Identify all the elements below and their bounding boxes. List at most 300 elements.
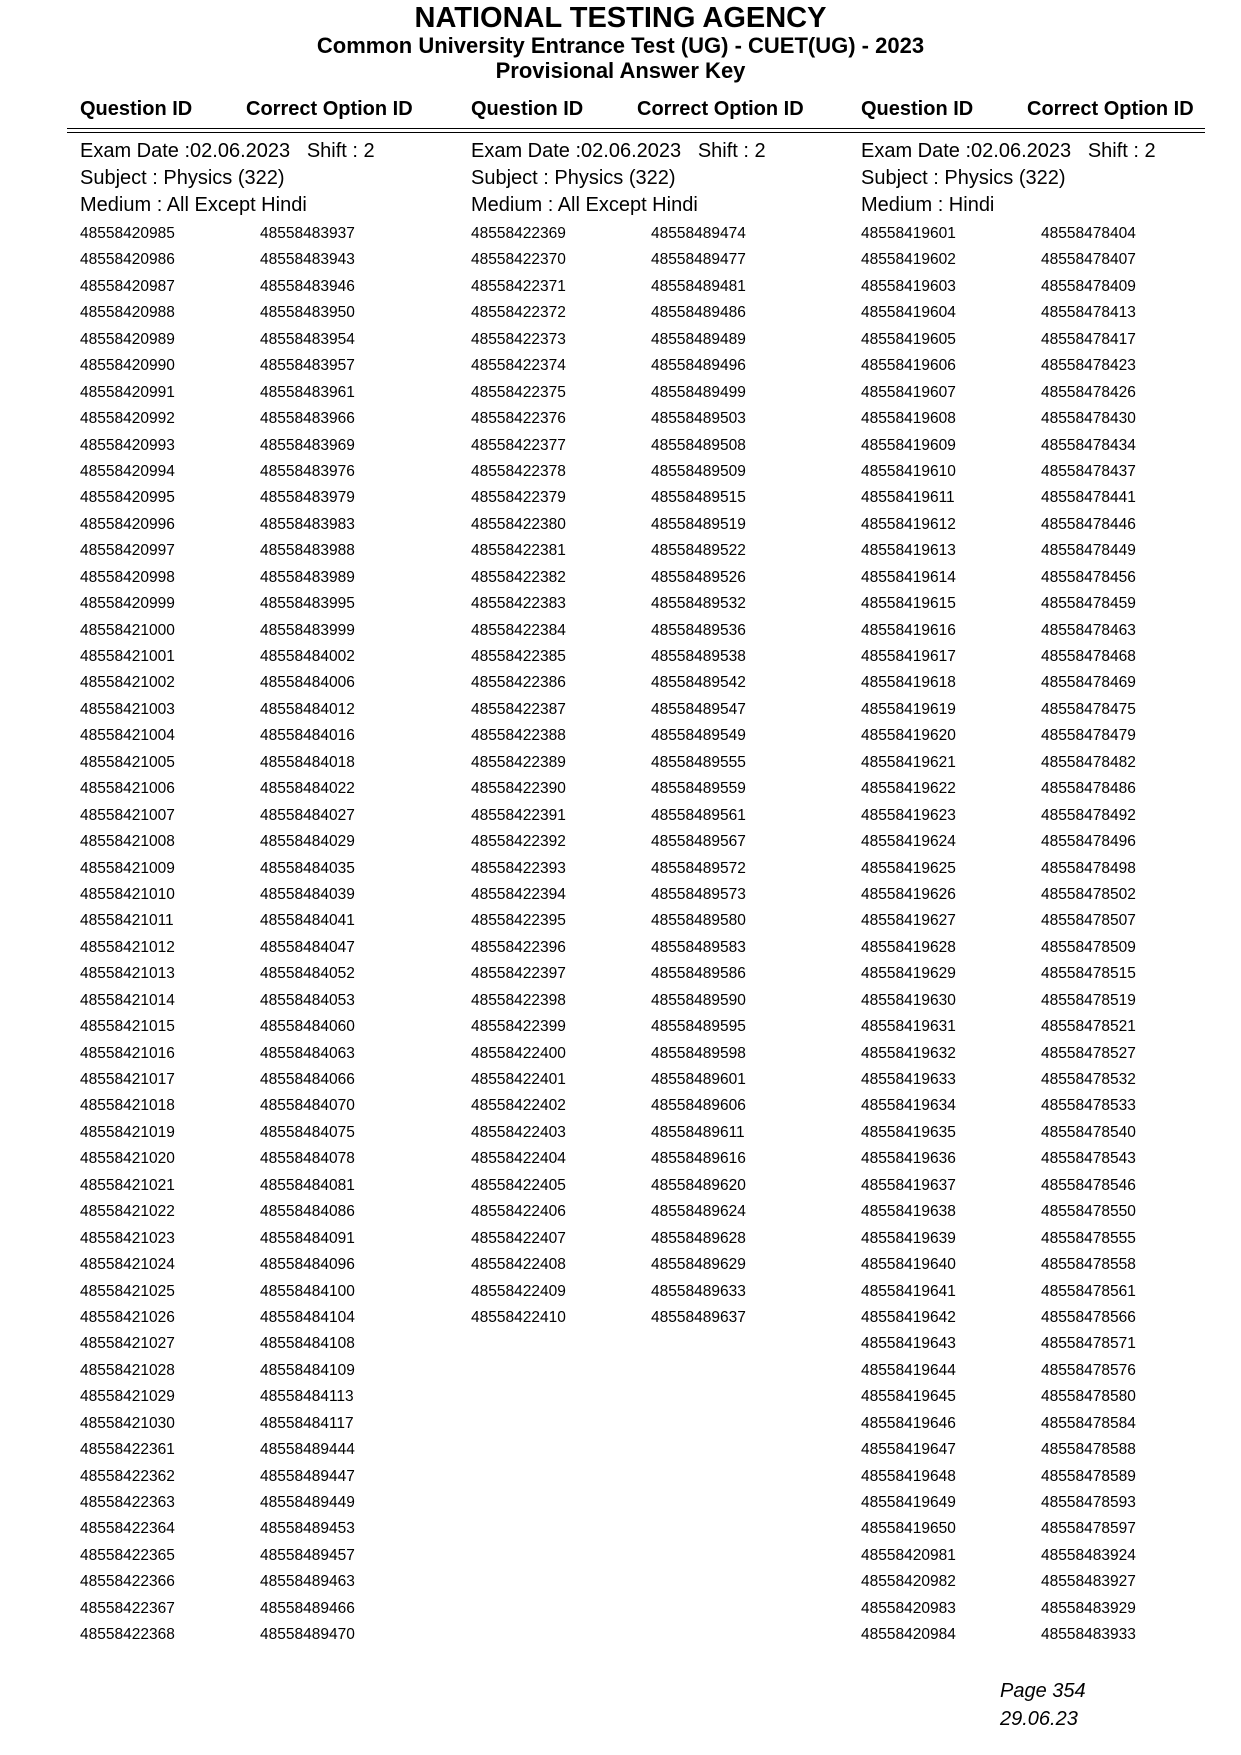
table-row [80,1411,460,1437]
correct-option-id-cell: 48558489583 [651,938,746,956]
correct-option-id-cell: 48558489580 [651,912,746,930]
correct-option-id-cell: 48558489561 [651,806,746,824]
question-id-cell: 48558422368 [80,1626,175,1644]
correct-option-id-cell: 48558484066 [260,1071,355,1088]
question-id-cell: 48558422389 [471,753,566,771]
table-row [861,1199,1241,1225]
correct-option-id-cell: 48558484086 [260,1203,355,1221]
header-divider-line-bottom [67,132,1205,133]
correct-option-id-cell: 48558489538 [651,648,746,665]
table-row [861,723,1241,749]
question-id-cell: 48558419627 [861,912,956,930]
correct-option-id-cell: 48558478502 [1041,885,1136,903]
table-row [80,1120,460,1146]
correct-option-id-cell: 48558489522 [651,542,746,560]
correct-option-id-cell: 48558483954 [260,330,355,348]
agency-title: NATIONAL TESTING AGENCY [414,2,827,34]
table-row [80,406,460,432]
table-row [471,247,851,273]
correct-option-id-cell: 48558489620 [651,1176,746,1194]
question-id-cell: 48558419601 [861,225,956,242]
correct-option-id-cell: 48558489457 [260,1546,355,1564]
correct-option-id-cell: 48558484039 [260,885,355,903]
correct-option-id-cell: 48558483946 [260,277,355,295]
question-id-cell: 48558421024 [80,1256,175,1274]
table-row [80,618,460,644]
table-row [861,1146,1241,1172]
correct-option-id-cell: 48558489573 [651,885,746,903]
question-id-cell: 48558419604 [861,304,956,322]
question-id-cell: 48558419602 [861,251,956,269]
table-row [471,1173,851,1199]
exam-date: Exam Date :02.06.2023 [471,140,682,162]
correct-option-id-cell: 48558478589 [1041,1467,1136,1485]
correct-option-id-cell: 48558489463 [260,1573,355,1591]
question-id-cell: 48558421001 [80,648,175,665]
question-id-cell: 48558422404 [471,1150,566,1168]
question-id-cell: 48558419622 [861,780,956,798]
table-row [471,485,851,511]
table-row [471,908,851,934]
question-id-cell: 48558419629 [861,965,956,983]
question-id-cell: 48558419649 [861,1494,956,1511]
question-id-cell: 48558422364 [80,1520,175,1538]
correct-option-id-cell: 48558484117 [260,1414,354,1432]
table-row [471,856,851,882]
question-id-cell: 48558419642 [861,1308,956,1326]
table-row [80,327,460,353]
correct-option-id-cell: 48558484012 [260,700,355,718]
correct-option-id-cell: 48558489611 [651,1123,745,1141]
table-row [80,591,460,617]
table-row [80,1199,460,1225]
correct-option-id-cell: 48558478507 [1041,912,1136,930]
question-id-cell: 48558422408 [471,1256,566,1274]
exam-title: Common University Entrance Test (UG) - CUET(UG) - 2023 [316,33,925,58]
correct-option-id-cell: 48558489508 [651,436,746,454]
table-row [471,538,851,564]
question-id-cell: 48558422386 [471,674,566,692]
table-row [471,1041,851,1067]
question-id-cell: 48558422383 [471,595,566,613]
table-row [861,1596,1241,1622]
correct-option-id-cell: 48558484078 [260,1150,355,1168]
table-row [471,274,851,300]
question-id-cell: 48558422406 [471,1203,566,1221]
correct-option-id-cell: 48558478519 [1041,991,1136,1009]
exam-date: Exam Date :02.06.2023 [80,140,291,162]
question-id-cell: 48558420996 [80,515,175,533]
correct-option-id-cell: 48558483961 [260,383,355,401]
question-id-cell: 48558419618 [861,674,956,692]
question-id-cell: 48558420997 [80,542,175,560]
table-row [80,1622,460,1648]
table-row [471,565,851,591]
correct-option-id-cell: 48558478597 [1041,1520,1136,1538]
question-id-cell: 48558421021 [80,1176,175,1194]
correct-option-id-cell: 48558478555 [1041,1229,1136,1247]
correct-option-id-cell: 48558478561 [1041,1282,1136,1300]
question-id-cell: 48558419640 [861,1256,956,1274]
question-id-cell: 48558419644 [861,1361,956,1379]
question-id-cell: 48558419613 [861,542,956,560]
question-id-cell: 48558422382 [471,568,566,586]
medium-2: Medium : All Except Hindi [471,194,698,216]
correct-option-id-cell: 48558478434 [1041,436,1136,454]
table-row [80,1067,460,1093]
correct-option-id-cell: 48558483989 [260,568,355,586]
table-row [80,1490,460,1516]
answer-block-2 [471,138,851,1331]
question-id-cell: 48558420983 [861,1599,956,1617]
table-row [861,882,1241,908]
correct-option-id-cell: 48558484053 [260,991,355,1009]
correct-option-id-cell: 48558489509 [651,462,746,480]
question-id-cell: 48558419616 [861,621,956,639]
question-id-cell: 48558420982 [861,1573,956,1591]
question-id-cell: 48558421005 [80,753,175,771]
correct-option-id-cell: 48558484108 [260,1335,355,1353]
table-row [80,1569,460,1595]
table-row [80,750,460,776]
table-row [80,697,460,723]
table-row [471,644,851,670]
table-row [861,247,1241,273]
medium-3: Medium : Hindi [861,194,995,216]
correct-option-id-cell: 48558478423 [1041,357,1136,375]
correct-option-id-cell: 48558489606 [651,1097,746,1115]
correct-option-id-cell: 48558484100 [260,1282,355,1300]
table-row [471,327,851,353]
correct-option-id-cell: 48558478468 [1041,648,1136,665]
correct-option-id-cell: 48558489519 [651,515,746,533]
correct-option-id-cell: 48558489598 [651,1044,746,1062]
table-row [861,1252,1241,1278]
correct-option-id-cell: 48558478404 [1041,225,1136,242]
header-divider-line-top [67,128,1205,129]
correct-option-id-cell: 48558484016 [260,727,355,745]
correct-option-id-cell: 48558483950 [260,304,355,322]
correct-option-id-cell: 48558489526 [651,568,746,586]
correct-option-id-cell: 48558489555 [651,753,746,771]
question-id-cell: 48558419638 [861,1203,956,1221]
table-row [471,591,851,617]
table-row [861,512,1241,538]
correct-option-id-cell: 48558478521 [1041,1018,1136,1036]
question-id-cell: 48558421019 [80,1123,175,1141]
table-row [471,1252,851,1278]
question-id-cell: 48558422363 [80,1494,175,1511]
table-row [80,512,460,538]
table-row [861,433,1241,459]
correct-option-id-cell: 48558484047 [260,938,355,956]
table-row [861,988,1241,1014]
table-row [861,618,1241,644]
correct-option-id-cell: 48558489486 [651,304,746,322]
table-row [471,697,851,723]
question-id-cell: 48558420995 [80,489,175,507]
table-row [471,723,851,749]
correct-option-id-cell: 48558478571 [1041,1335,1136,1353]
answer-block-3 [861,138,1241,1649]
question-id-cell: 48558420999 [80,595,175,613]
table-row [861,353,1241,379]
question-id-cell: 48558422375 [471,383,566,401]
table-row [471,459,851,485]
correct-option-id-cell: 48558484006 [260,674,355,692]
question-id-cell: 48558422366 [80,1573,175,1591]
correct-option-id-cell: 48558478441 [1041,489,1136,507]
table-row [861,750,1241,776]
correct-option-id-cell: 48558478593 [1041,1494,1136,1511]
question-id-cell: 48558420990 [80,357,175,375]
question-id-cell: 48558419633 [861,1071,956,1088]
question-id-cell: 48558422398 [471,991,566,1009]
table-row [80,1437,460,1463]
question-id-cell: 48558422370 [471,251,566,269]
correct-option-id-cell: 48558478456 [1041,568,1136,586]
correct-option-id-cell: 48558489624 [651,1203,746,1221]
exam-date: Exam Date :02.06.2023 [861,140,1072,162]
table-row [861,221,1241,247]
table-row [80,353,460,379]
question-id-cell: 48558419603 [861,277,956,295]
correct-option-id-cell: 48558484063 [260,1044,355,1062]
question-id-cell: 48558421002 [80,674,175,692]
table-row [80,1093,460,1119]
correct-option-id-cell: 48558478463 [1041,621,1136,639]
correct-option-id-cell: 48558484027 [260,806,355,824]
correct-option-id-cell: 48558484052 [260,965,355,983]
question-id-cell: 48558419611 [861,489,955,507]
question-id-cell: 48558422362 [80,1467,175,1485]
correct-option-id-cell: 48558478486 [1041,780,1136,798]
answer-rows-2 [471,221,851,1331]
correct-option-id-cell: 48558489572 [651,859,746,877]
shift: Shift : 2 [697,140,766,162]
question-id-cell: 48558420992 [80,410,175,428]
question-id-cell: 48558420993 [80,436,175,454]
question-id-cell: 48558419623 [861,806,956,824]
table-row [80,988,460,1014]
table-row [80,856,460,882]
table-row [861,1569,1241,1595]
correct-option-id-cell: 48558484109 [260,1361,355,1379]
question-id-cell: 48558419639 [861,1229,956,1247]
correct-option-id-cell: 48558483995 [260,595,355,613]
table-row [861,1437,1241,1463]
table-row [471,1014,851,1040]
correct-option-id-cell: 48558478550 [1041,1203,1136,1221]
question-id-cell: 48558419626 [861,885,956,903]
table-row [80,1014,460,1040]
question-id-cell: 48558419620 [861,727,956,745]
question-id-cell: 48558419624 [861,833,956,851]
exam-date-shift-3 [861,138,1241,165]
question-id-cell: 48558421000 [80,621,175,639]
correct-option-id-cell: 48558489499 [651,383,746,401]
correct-option-id-cell: 48558478492 [1041,806,1136,824]
answer-rows-3 [861,221,1241,1649]
correct-option-id-cell: 48558484075 [260,1123,355,1141]
correct-option-id-cell: 48558489601 [651,1071,746,1088]
column-header-question-id-2: Question ID [471,98,584,120]
question-id-cell: 48558419641 [861,1282,956,1300]
correct-option-id-cell: 48558478426 [1041,383,1136,401]
table-row [80,1305,460,1331]
table-row [861,459,1241,485]
question-id-cell: 48558422365 [80,1546,175,1564]
table-row [471,221,851,247]
correct-option-id-cell: 48558478532 [1041,1071,1136,1088]
question-id-cell: 48558421020 [80,1150,175,1168]
correct-option-id-cell: 48558478584 [1041,1414,1136,1432]
question-id-cell: 48558422407 [471,1229,566,1247]
question-id-cell: 48558419609 [861,436,956,454]
correct-option-id-cell: 48558484091 [260,1229,355,1247]
correct-option-id-cell: 48558478543 [1041,1150,1136,1168]
table-row [861,1120,1241,1146]
question-id-cell: 48558422392 [471,833,566,851]
table-row [471,776,851,802]
table-row [80,565,460,591]
correct-option-id-cell: 48558484070 [260,1097,355,1115]
correct-option-id-cell: 48558483957 [260,357,355,375]
correct-option-id-cell: 48558489477 [651,251,746,269]
question-id-cell: 48558422390 [471,780,566,798]
table-row [861,591,1241,617]
question-id-cell: 48558419607 [861,383,956,401]
correct-option-id-cell: 48558478482 [1041,753,1136,771]
table-row [861,485,1241,511]
correct-option-id-cell: 48558483988 [260,542,355,560]
column-header-question-id-1: Question ID [80,98,193,120]
correct-option-id-cell: 48558489542 [651,674,746,692]
table-row [80,433,460,459]
question-id-cell: 48558419612 [861,515,956,533]
question-id-cell: 48558421017 [80,1071,175,1088]
column-header-question-id-3: Question ID [861,98,974,120]
question-id-cell: 48558420985 [80,225,175,242]
correct-option-id-cell: 48558483983 [260,515,355,533]
correct-option-id-cell: 48558489536 [651,621,746,639]
question-id-cell: 48558422409 [471,1282,566,1300]
correct-option-id-cell: 48558478479 [1041,727,1136,745]
correct-option-id-cell: 48558484060 [260,1018,355,1036]
question-id-cell: 48558420989 [80,330,175,348]
correct-option-id-cell: 48558489496 [651,357,746,375]
table-row [861,908,1241,934]
table-row [80,459,460,485]
table-row [861,406,1241,432]
correct-option-id-cell: 48558478546 [1041,1176,1136,1194]
question-id-cell: 48558422402 [471,1097,566,1115]
correct-option-id-cell: 48558478417 [1041,330,1136,348]
correct-option-id-cell: 48558478509 [1041,938,1136,956]
question-id-cell: 48558419619 [861,700,956,718]
question-id-cell: 48558420986 [80,251,175,269]
question-id-cell: 48558419606 [861,357,956,375]
table-row [861,776,1241,802]
question-id-cell: 48558419621 [861,753,956,771]
table-row [861,1226,1241,1252]
table-row [471,750,851,776]
question-id-cell: 48558419646 [861,1414,956,1432]
table-row [471,803,851,829]
column-header-correct-option-3: Correct Option ID [1027,98,1194,120]
question-id-cell: 48558422388 [471,727,566,745]
table-row [80,1252,460,1278]
table-row [80,247,460,273]
question-id-cell: 48558422391 [471,806,566,824]
question-id-cell: 48558421025 [80,1282,175,1300]
table-row [471,1067,851,1093]
table-row [861,327,1241,353]
table-row [861,1041,1241,1067]
question-id-cell: 48558422380 [471,515,566,533]
table-row [861,670,1241,696]
correct-option-id-cell: 48558478515 [1041,965,1136,983]
correct-option-id-cell: 48558483924 [1041,1546,1136,1564]
correct-option-id-cell: 48558483979 [260,489,355,507]
table-row [471,988,851,1014]
table-row [80,1464,460,1490]
question-id-cell: 48558422371 [471,277,566,295]
question-id-cell: 48558421028 [80,1361,175,1379]
question-id-cell: 48558419635 [861,1123,956,1141]
table-row [861,935,1241,961]
correct-option-id-cell: 48558489447 [260,1467,355,1485]
medium-1: Medium : All Except Hindi [80,194,307,216]
question-id-cell: 48558422376 [471,410,566,428]
correct-option-id-cell: 48558489586 [651,965,746,983]
table-row [80,908,460,934]
page-number: Page 354 [1000,1680,1086,1702]
correct-option-id-cell: 48558489481 [651,277,746,295]
correct-option-id-cell: 48558484035 [260,859,355,877]
question-id-cell: 48558419614 [861,568,956,586]
question-id-cell: 48558422410 [471,1308,566,1326]
table-row [80,1146,460,1172]
table-row [471,406,851,432]
question-id-cell: 48558422372 [471,304,566,322]
correct-option-id-cell: 48558484104 [260,1308,355,1326]
table-row [80,1173,460,1199]
table-row [80,776,460,802]
question-id-cell: 48558421018 [80,1097,175,1115]
question-id-cell: 48558419650 [861,1520,956,1538]
correct-option-id-cell: 48558478527 [1041,1044,1136,1062]
table-row [861,1384,1241,1410]
question-id-cell: 48558419645 [861,1388,956,1406]
correct-option-id-cell: 48558483999 [260,621,355,639]
correct-option-id-cell: 48558483927 [1041,1573,1136,1591]
question-id-cell: 48558422399 [471,1018,566,1036]
table-row [80,670,460,696]
correct-option-id-cell: 48558478498 [1041,859,1136,877]
table-row [471,670,851,696]
correct-option-id-cell: 48558489549 [651,727,746,745]
correct-option-id-cell: 48558484029 [260,833,355,851]
table-row [80,961,460,987]
correct-option-id-cell: 48558478459 [1041,595,1136,613]
table-row [861,1067,1241,1093]
question-id-cell: 48558419647 [861,1441,956,1459]
correct-option-id-cell: 48558478588 [1041,1441,1136,1459]
table-row [471,882,851,908]
question-id-cell: 48558419625 [861,859,956,877]
answer-block-1 [80,138,460,1649]
